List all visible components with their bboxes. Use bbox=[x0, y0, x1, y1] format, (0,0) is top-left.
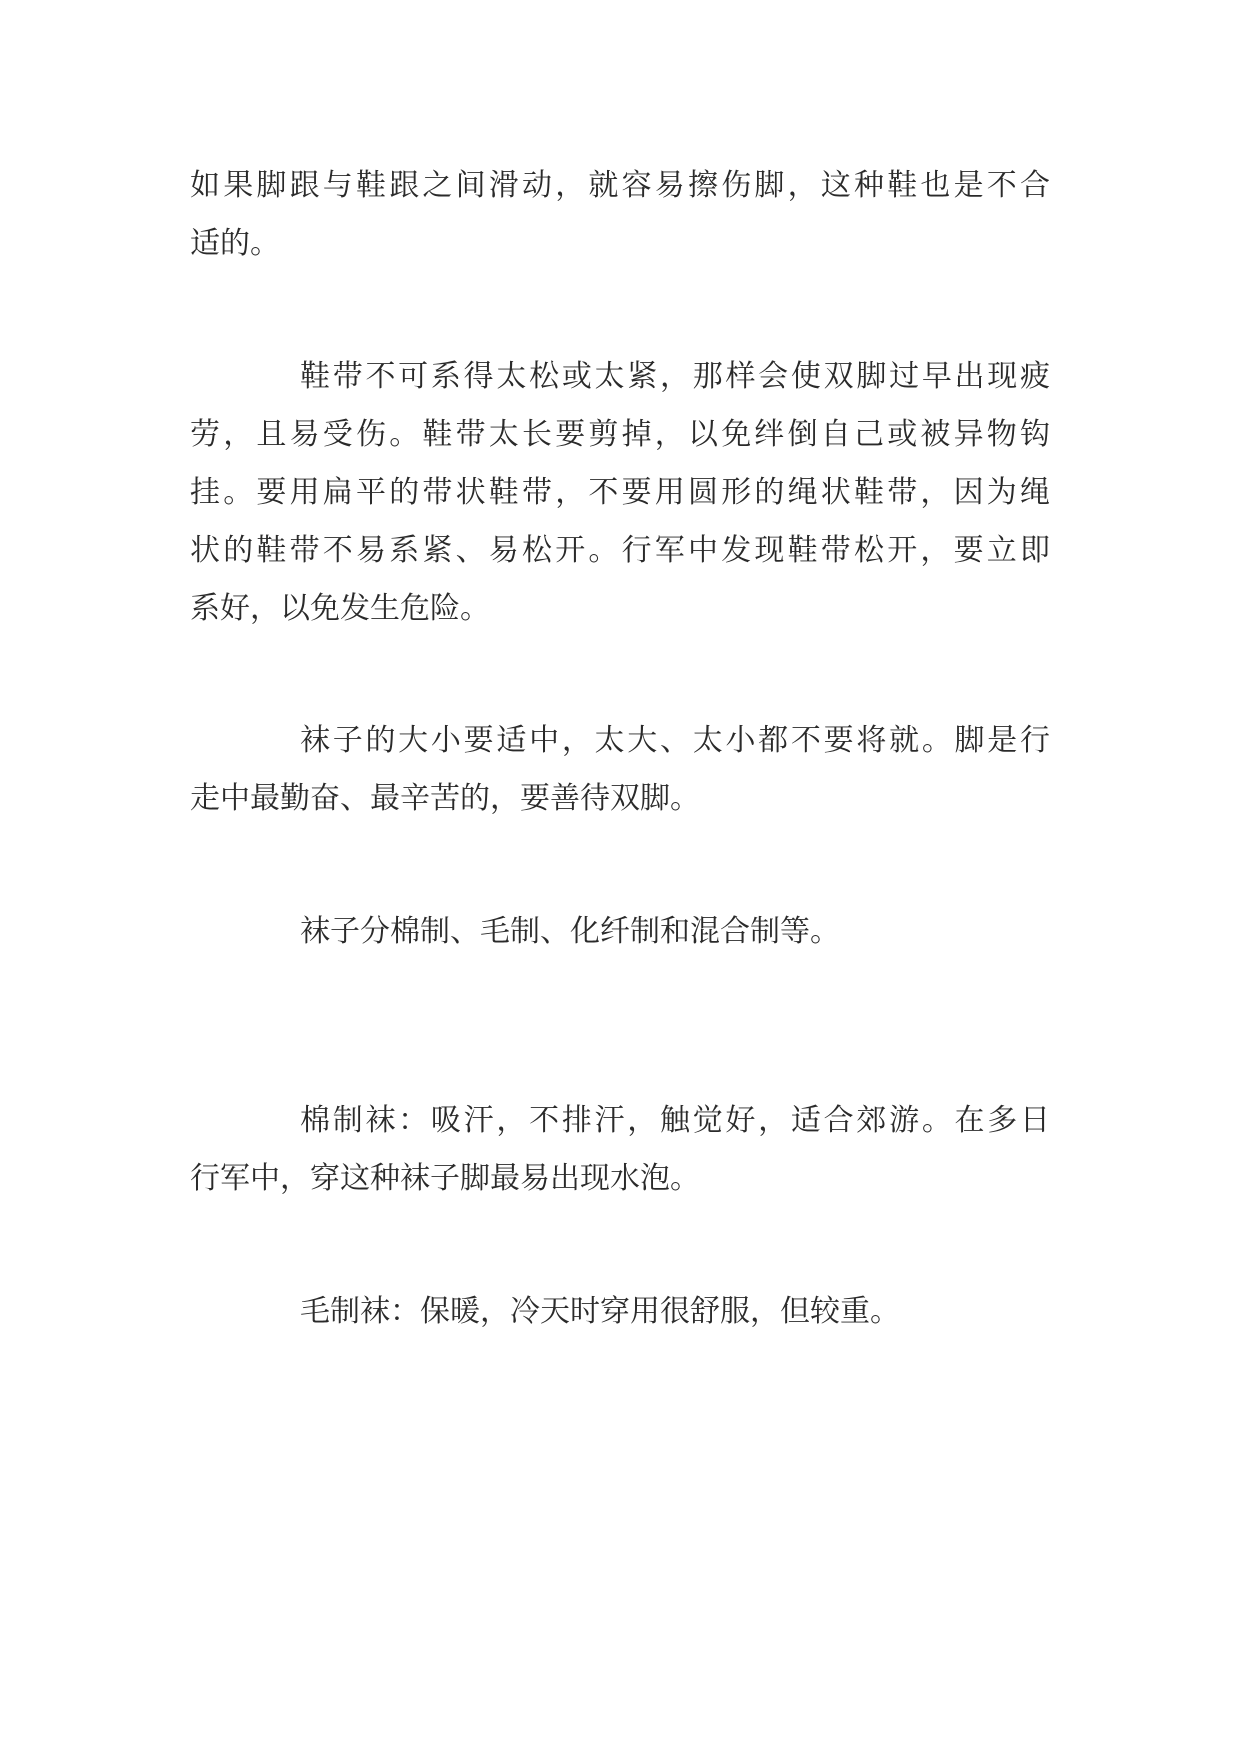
paragraph-shoelaces bbox=[190, 348, 1050, 638]
text-line: 棉制袜：吸汗，不排汗，触觉好，适合郊游。在多日 bbox=[300, 1103, 1050, 1138]
text-line: 袜子分棉制、毛制、化纤制和混合制等。 bbox=[300, 914, 840, 949]
text-line: 劳，且易受伤。鞋带太长要剪掉，以免绊倒自己或被异物钩 bbox=[190, 417, 1050, 452]
paragraph-wool-socks bbox=[190, 1283, 1050, 1341]
text-line: 鞋带不可系得太松或太紧，那样会使双脚过早出现疲 bbox=[300, 359, 1050, 394]
text-line: 状的鞋带不易系紧、易松开。行军中发现鞋带松开，要立即 bbox=[190, 533, 1050, 568]
text-line: 挂。要用扁平的带状鞋带，不要用圆形的绳状鞋带，因为绳 bbox=[190, 475, 1050, 510]
text-line: 如果脚跟与鞋跟之间滑动，就容易擦伤脚，这种鞋也是不合 bbox=[190, 168, 1050, 203]
text-line: 走中最勤奋、最辛苦的，要善待双脚。 bbox=[190, 781, 700, 816]
text-line: 适的。 bbox=[190, 226, 280, 261]
text-line: 袜子的大小要适中，太大、太小都不要将就。脚是行 bbox=[300, 723, 1050, 758]
paragraph-sock-size bbox=[190, 712, 1050, 828]
text-line: 行军中，穿这种袜子脚最易出现水泡。 bbox=[190, 1161, 700, 1196]
paragraph-sock-types bbox=[190, 903, 1050, 961]
paragraph-cotton-socks bbox=[190, 1092, 1050, 1208]
text-line: 系好，以免发生危险。 bbox=[190, 591, 490, 626]
paragraph-shoe-fit bbox=[190, 157, 1050, 273]
text-line: 毛制袜：保暖，冷天时穿用很舒服，但较重。 bbox=[300, 1294, 900, 1329]
